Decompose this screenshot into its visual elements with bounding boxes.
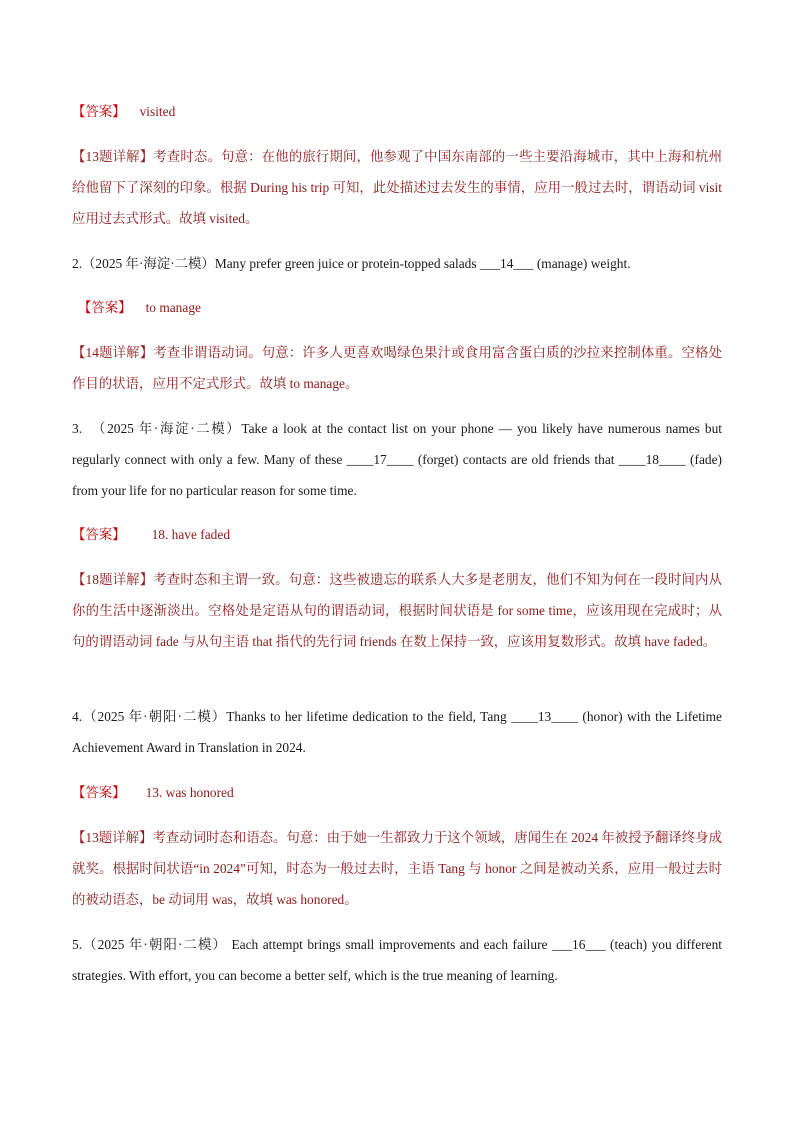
explanation-13a: 【13题详解】考查时态。句意：在他的旅行期间，他参观了中国东南部的一些主要沿海城市，其中上海和杭州给他留下了深刻的印象。根据 During his trip 可知，此处描述过去发生的事情，应用一般过去时，谓语动词 visit 应用过去式形式。故填 visited。 xyxy=(72,149,722,226)
answer-value: to manage xyxy=(145,300,201,315)
explanation-18: 【18题详解】考查时态和主谓一致。句意：这些被遗忘的联系人大多是老朋友，他们不知为何在一段时间内从你的生活中逐渐淡出。空格处是定语从句的谓语动词，根据时间状语是 for some time，应该用现在完成时；从句的谓语动词 fade 与从句主语 that 指代的先行词 friends 在数上保持一致，应该用复数形式。故填 have faded。 xyxy=(72,572,722,649)
answer-tag: 【答案】 xyxy=(72,104,126,119)
question-4: 4.（2025 年·朝阳·二模）Thanks to her lifetime dedication to the field, Tang ____13____ (honor) with the Lifetime Achievement Award in Translation in 2024. xyxy=(72,709,722,755)
question-3: 3. （2025 年·海淀·二模）Take a look at the contact list on your phone — you likely have numerous names but regularly connect with only a few. Many of these ____17____ (forget) contacts are old friends that ____18____ (fade) from your life for no particular reason for some time. xyxy=(72,421,722,498)
answer-tag: 【答案】 xyxy=(72,527,126,542)
explanation-14: 【14题详解】考查非谓语动词。句意：许多人更喜欢喝绿色果汁或食用富含蛋白质的沙拉来控制体重。空格处作目的状语，应用不定式形式。故填 to manage。 xyxy=(72,345,722,391)
answer-tag: 【答案】 xyxy=(78,300,132,315)
answer-value: 18. have faded xyxy=(151,527,231,542)
explanation-13b: 【13题详解】考查动词时态和语态。句意：由于她一生都致力于这个领域，唐闻生在 2024 年被授予翻译终身成就奖。根据时间状语“in 2024”可知，时态为一般过去时，主语 Tang 与 honor 之间是被动关系，应用一般过去时的被动语态，be 动词用 was，故填 was honored。 xyxy=(72,830,722,907)
answer-2 xyxy=(72,292,728,323)
answer-4 xyxy=(72,777,722,808)
answer-value: 13. was honored xyxy=(145,785,234,800)
answer-1 xyxy=(72,96,722,127)
answer-value: visited xyxy=(139,104,176,119)
answer-3 xyxy=(72,519,722,550)
question-2: 2.（2025 年·海淀·二模）Many prefer green juice or protein-topped salads ___14___ (manage) weight. xyxy=(72,256,631,271)
answer-tag: 【答案】 xyxy=(72,785,126,800)
question-5: 5.（2025 年·朝阳·二模） Each attempt brings small improvements and each failure ___16___ (teach) you different strategies. With effort, you can become a better self, which is the true meaning of learning. xyxy=(72,937,722,983)
